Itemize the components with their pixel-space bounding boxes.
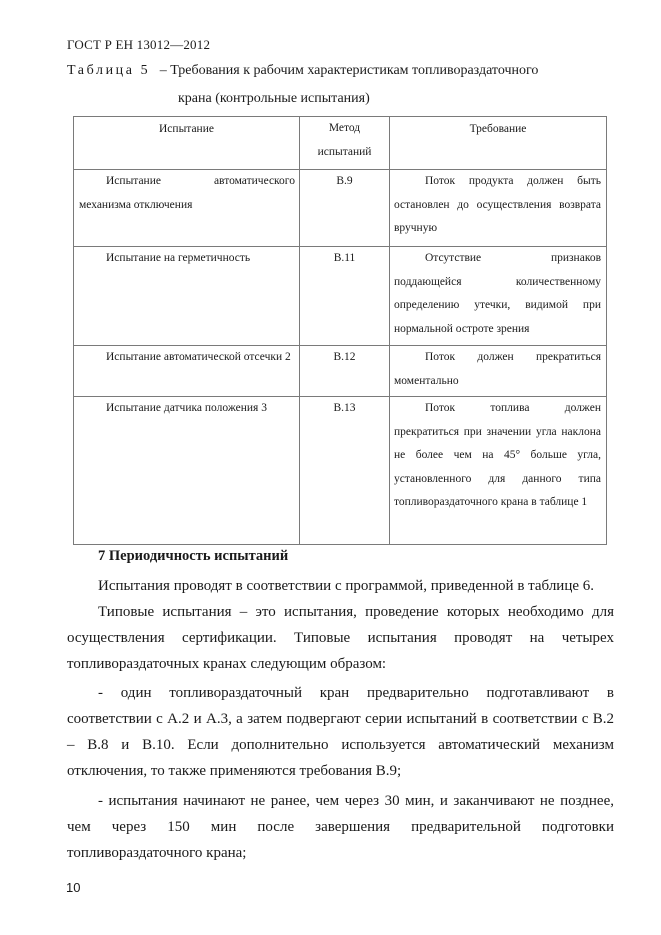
row-requirement: Поток топлива должен прекратиться при значении угла наклона не более чем на 45° больше угла, установленного для данного типа топливораздаточного крана в таблице 1: [394, 402, 601, 508]
row-test: Испытание датчика положения 3: [106, 402, 267, 414]
requirements-table: [73, 116, 607, 545]
section-heading: 7 Периодичность испытаний: [98, 548, 289, 564]
row-method: В.12: [300, 346, 390, 397]
row-requirement: Поток продукта должен быть остановлен до осуществления возврата вручную: [394, 175, 601, 234]
row-requirement: Поток должен прекратиться моментально: [394, 351, 601, 387]
row-method: В.11: [300, 247, 390, 346]
col-header-method: Метод испытаний: [300, 117, 390, 170]
row-requirement: Отсутствие признаков поддающейся количественному определению утечки, видимой при нормальной остроте зрения: [394, 252, 601, 335]
table-header-row: [74, 117, 607, 170]
list-item: - один топливораздаточный кран предварительно подготавливают в соответствии с А.2 и А.3, а затем подвергают серии испытаний в соответствии с В.2 – В.8 и В.10. Если дополнительно используется автоматический механизм отключения, то также применяются требования В.9;: [67, 685, 614, 779]
row-method: В.9: [300, 170, 390, 247]
row-method: В.13: [300, 397, 390, 545]
row-test: Испытание автоматической отсечки 2: [106, 351, 291, 363]
list-item: - испытания начинают не ранее, чем через 30 мин, и заканчивают не позднее, чем через 150 мин после завершения предварительной подготовки топливораздаточного крана;: [67, 793, 614, 861]
table-row: [74, 247, 607, 346]
table-row: [74, 397, 607, 545]
row-test: Испытание автоматического механизма отключения: [79, 175, 295, 211]
col-header-test: Испытание: [74, 117, 300, 170]
row-test: Испытание на герметичность: [106, 252, 251, 264]
table-caption-title-line1: – Требования к рабочим характеристикам топливораздаточного: [156, 63, 539, 78]
document-header: ГОСТ Р ЕН 13012—2012: [67, 37, 211, 52]
table-caption-title-line2: крана (контрольные испытания): [178, 91, 370, 106]
paragraph: Испытания проводят в соответствии с программой, приведенной в таблице 6.: [98, 578, 595, 594]
page-number: 10: [66, 880, 81, 895]
table-caption-label: Таблица 5: [67, 63, 151, 78]
table-caption: [67, 63, 538, 79]
paragraph: Типовые испытания – это испытания, проведение которых необходимо для осуществления сертификации. Типовые испытания проводят на четырех топливораздаточных кранах следующим образом:: [67, 604, 614, 672]
table-row: [74, 346, 607, 397]
table-row: [74, 170, 607, 247]
col-header-requirement: Требование: [390, 117, 607, 170]
